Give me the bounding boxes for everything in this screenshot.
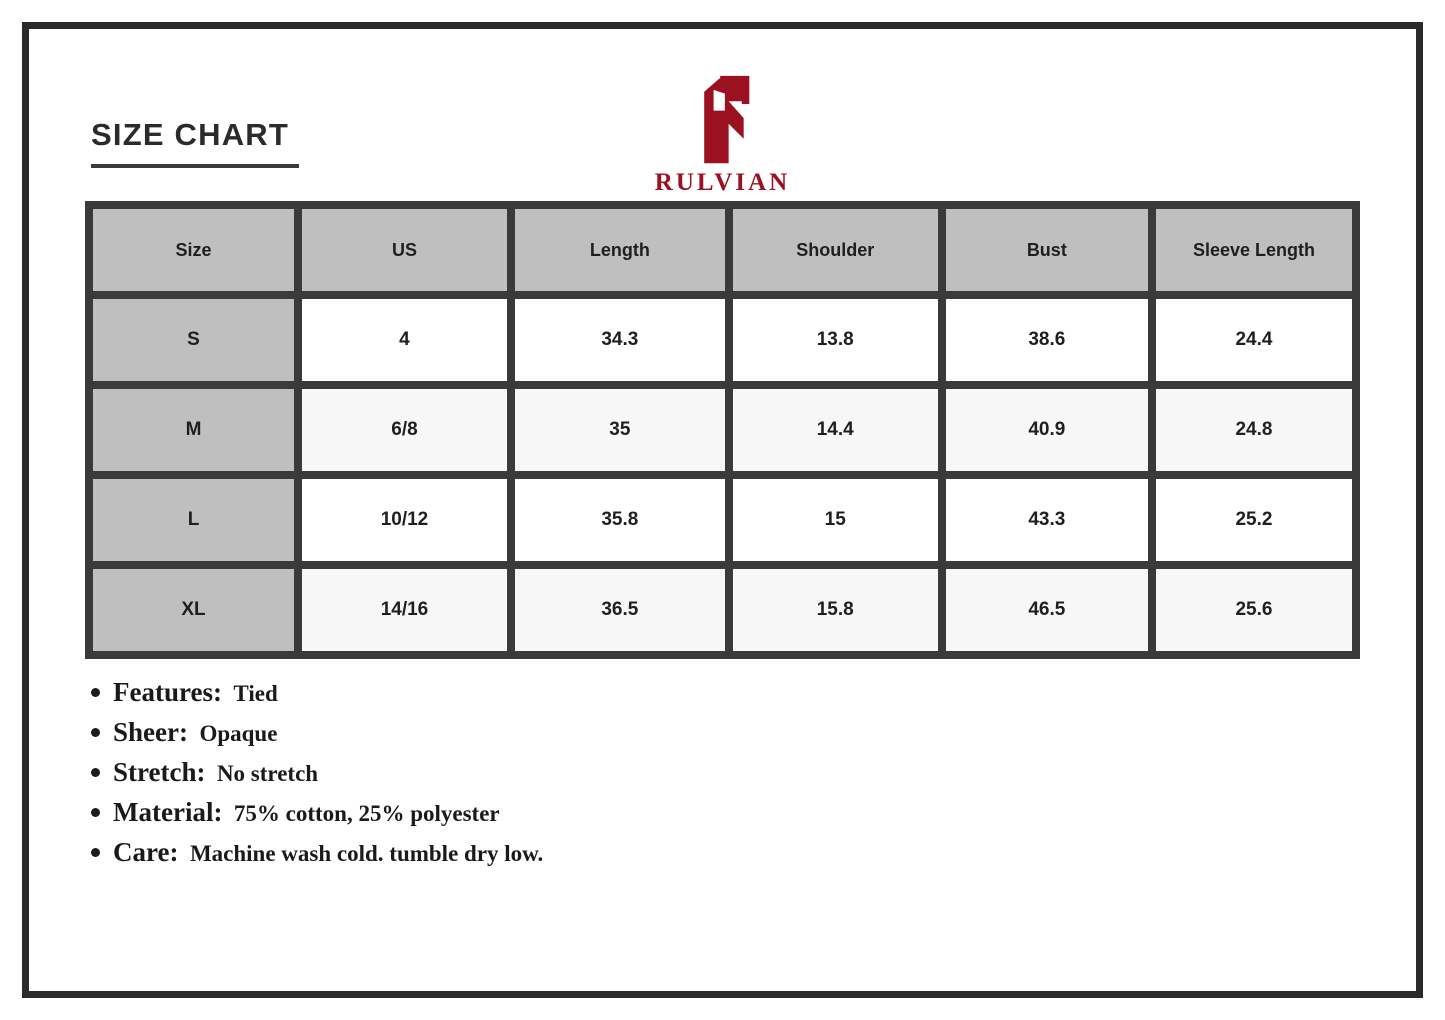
cell-sleeve: 25.6 (1152, 565, 1356, 655)
note-value: Tied (233, 681, 278, 706)
cell-us: 4 (298, 295, 511, 385)
size-table-wrapper (71, 201, 1374, 659)
list-item (87, 797, 1374, 828)
note-value: No stretch (216, 761, 319, 787)
note-label: Material: (113, 797, 223, 828)
cell-us: 10/12 (298, 475, 511, 565)
cell-length: 34.3 (511, 295, 729, 385)
column-header-size: Size (89, 205, 298, 295)
column-header-shoulder: Shoulder (729, 205, 942, 295)
column-header-sleeve: Sleeve Length (1152, 205, 1356, 295)
cell-bust: 46.5 (942, 565, 1152, 655)
table-header-row (89, 205, 1356, 295)
note-label: Sheer: (113, 717, 188, 748)
cell-size: M (89, 385, 298, 475)
cell-shoulder: 15 (729, 475, 942, 565)
cell-size: S (89, 295, 298, 385)
cell-sleeve: 24.4 (1152, 295, 1356, 385)
brand-block (71, 73, 1374, 197)
cell-bust: 38.6 (942, 295, 1152, 385)
page-border (22, 22, 1423, 998)
column-header-length: Length (511, 205, 729, 295)
page-title: SIZE CHART (91, 117, 289, 152)
page-content (29, 29, 1416, 991)
note-value: Machine wash cold. tumble dry low. (189, 841, 544, 867)
document-header (71, 55, 1374, 195)
column-header-bust: Bust (942, 205, 1152, 295)
size-table (85, 201, 1360, 659)
cell-bust: 43.3 (942, 475, 1152, 565)
table-row (89, 295, 1356, 385)
product-notes-list (87, 677, 1374, 868)
list-item (87, 837, 1374, 868)
cell-length: 36.5 (511, 565, 729, 655)
cell-shoulder: 13.8 (729, 295, 942, 385)
list-item (87, 677, 1374, 708)
brand-name: RULVIAN (654, 169, 791, 196)
note-label: Stretch: (113, 757, 206, 788)
cell-sleeve: 25.2 (1152, 475, 1356, 565)
table-row (89, 385, 1356, 475)
cell-length: 35.8 (511, 475, 729, 565)
note-label: Features: (113, 677, 222, 707)
cell-sleeve: 24.8 (1152, 385, 1356, 475)
cell-us: 6/8 (298, 385, 511, 475)
cell-size: XL (89, 565, 298, 655)
list-item (87, 757, 1374, 788)
note-label: Care: (113, 837, 179, 868)
cell-size: L (89, 475, 298, 565)
note-value: 75% cotton, 25% polyester (233, 801, 500, 827)
cell-us: 14/16 (298, 565, 511, 655)
list-item (87, 717, 1374, 748)
table-row (89, 475, 1356, 565)
table-row (89, 565, 1356, 655)
cell-length: 35 (511, 385, 729, 475)
cell-shoulder: 15.8 (729, 565, 942, 655)
cell-shoulder: 14.4 (729, 385, 942, 475)
column-header-us: US (298, 205, 511, 295)
note-value: Opaque (199, 721, 278, 747)
cell-bust: 40.9 (942, 385, 1152, 475)
rulvian-r-logo-icon (676, 73, 770, 167)
